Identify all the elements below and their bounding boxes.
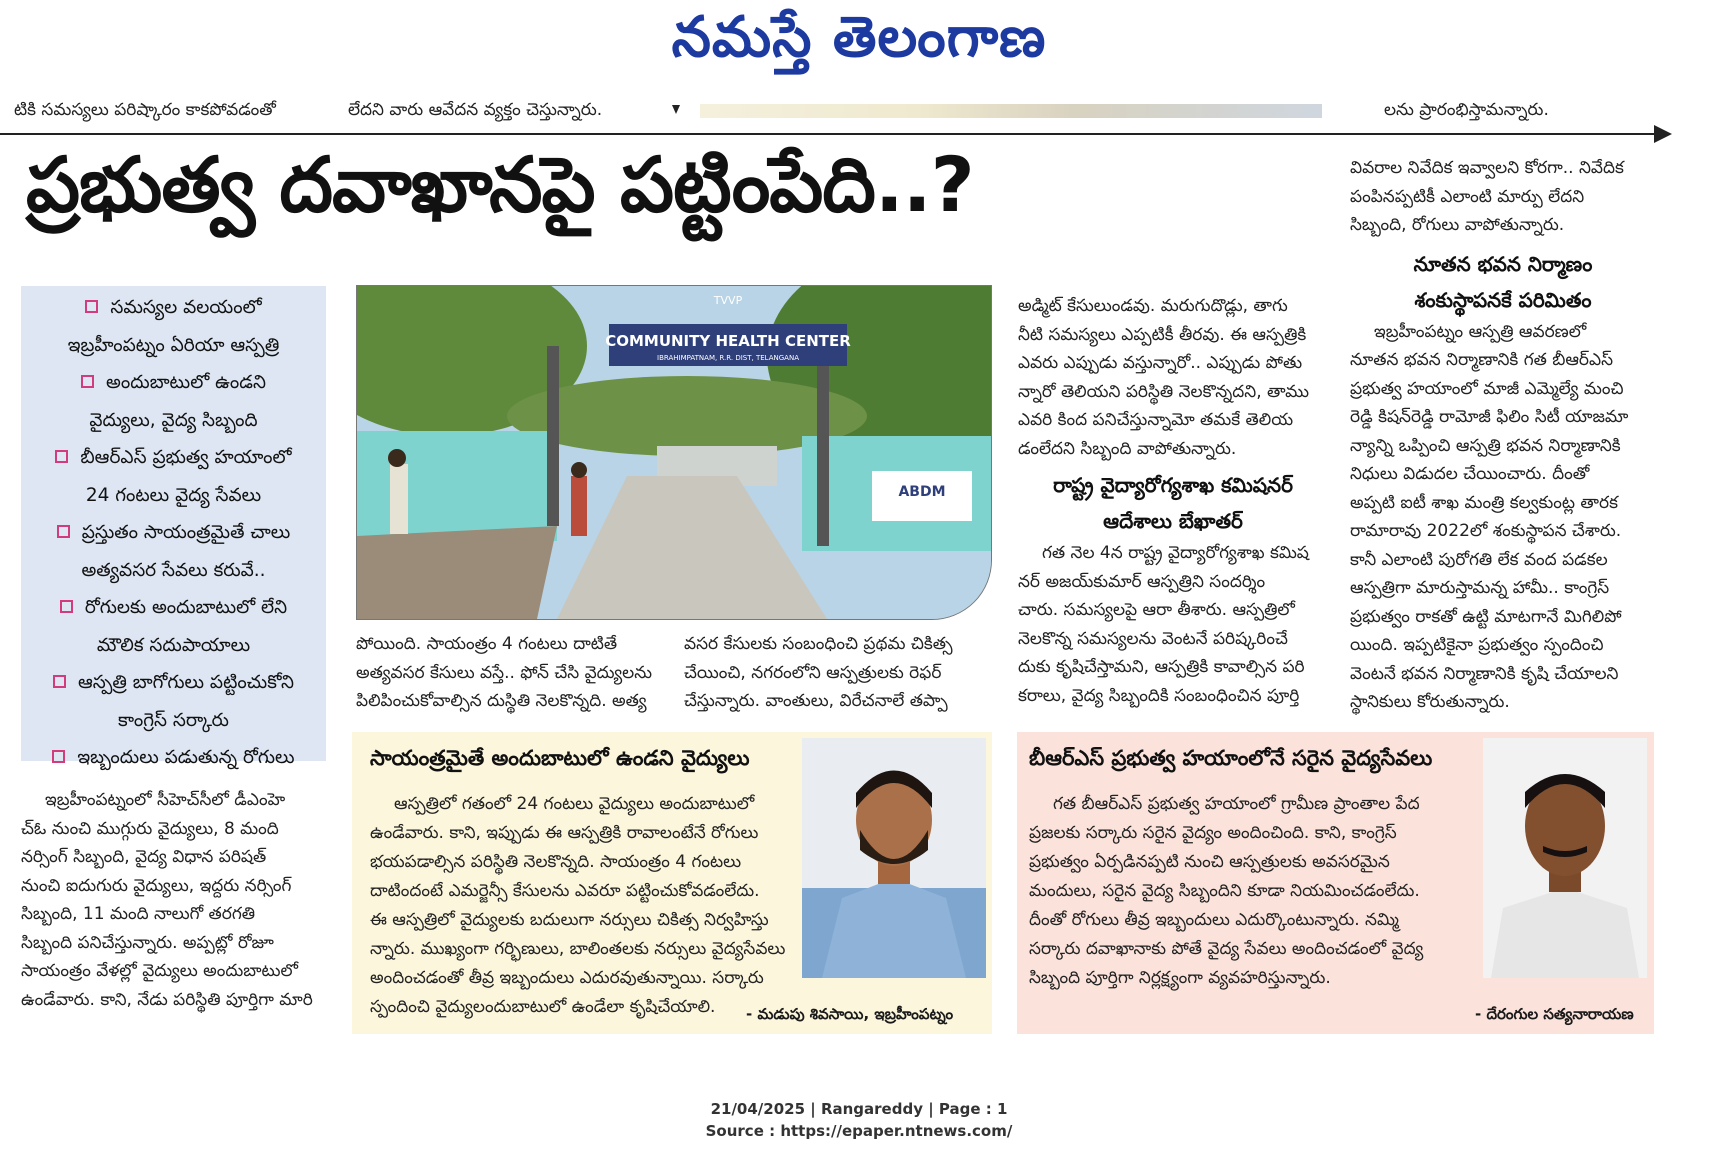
bullet-icon xyxy=(52,750,65,763)
column-1-text: ఇబ్రహీంపట్నంలో సీహెచ్‌సీలో డీఎంహె చ్‌ఓ నుంచి ముగ్గురు వైద్యులు, 8 మంది నర్సింగ్ సిబ్బంది, వైద్య విధాన పరిషత్ నుంచి ఐదుగురు వైద్యులు, ఇద్దరు నర్సింగ్ సిబ్బంది, 11 మంది నాలుగో తరగతి సిబ్బంది పనిచేస్తున్నారు. అప్పట్లో రోజూ సాయంత్రం వేళల్లో వైద్యులు అందుబాటులో ఉండేవారు. కాని, నేడు పరిస్థితి పూర్తిగా మారి xyxy=(21,790,313,1010)
header-rule xyxy=(0,133,1656,135)
highlight-item: ఇబ్బందులు పడుతున్న రోగులు xyxy=(21,739,326,777)
column-3-text: వసర కేసులకు సంబంధించి ప్రథమ చికిత్స చేయించి, నగరంలోని ఆస్పత్రులకు రెఫర్ చేస్తున్నారు. వాంతులు, విరేచనాలే తప్పా xyxy=(684,634,953,711)
masthead-title: నమస్తే తెలంగాణ xyxy=(671,4,1047,70)
top-photo-strip xyxy=(700,104,1322,118)
strip-marker xyxy=(672,105,680,114)
highlight-item: సమస్యల వలయంలో ఇబ్రహీంపట్నం ఏరియా ఆస్పత్రి xyxy=(67,297,280,356)
article-headline: ప్రభుత్వ దవాఖానపై పట్టింపేది..? xyxy=(26,140,974,229)
quote-1-heading: సాయంత్రమైతే అందుబాటులో ఉండని వైద్యులు xyxy=(370,746,750,770)
highlight-item: బీఆర్‌ఎస్ ప్రభుత్వ హయాంలో 24 గంటలు వైద్య సేవలు xyxy=(21,439,326,514)
bullet-icon xyxy=(57,525,70,538)
sign-title: COMMUNITY HEALTH CENTER xyxy=(605,332,851,350)
bullet-icon xyxy=(81,375,94,388)
quote-2-text: గత బీఆర్‌ఎస్ ప్రభుత్వ హయాంలో గ్రామీణ ప్రాంతాల పేద ప్రజలకు సర్కారు సరైన వైద్యం అందించింది. కాని, కాంగ్రెస్ ప్రభుత్వం ఏర్పడినప్పటి నుంచి ఆస్పత్రులకు అవసరమైన మందులు, సరైన వైద్య సిబ్బందిని కూడా నియమించడంలేదు. దీంతో రోగులు తీవ్ర ఇబ్బందులు ఎదుర్కొంటున్నారు. నమ్మి సర్కారు దవాఖానాకు పోతే వైద్య సేవలు అందించడంలో వైద్య సిబ్బంది పూర్తిగా నిర్లక్ష్యంగా వ్యవహరిస్తున్నారు. xyxy=(1029,794,1424,988)
arrow-icon xyxy=(1654,125,1672,143)
person-portrait-1 xyxy=(802,738,986,978)
bullet-icon xyxy=(85,300,98,313)
footer-date-line: 21/04/2025 | Rangareddy | Page : 1 xyxy=(710,1100,1008,1118)
quote-2-attribution: - దేరంగుల సత్యనారాయణ xyxy=(1475,1005,1634,1023)
highlight-item: రోగులకు అందుబాటులో లేని మౌలిక సదుపాయాలు xyxy=(21,589,326,664)
hospital-illustration xyxy=(357,286,991,619)
top-snippet-1: టికి సమస్యలు పరిష్కారం కాకపోవడంతో xyxy=(14,100,276,120)
footer-source-line: Source : https://epaper.ntnews.com/ xyxy=(705,1122,1013,1140)
column-5-subhead: నూతన భవన నిర్మాణం శంకుస్థాపనకే పరిమితం xyxy=(1413,251,1593,312)
bullet-icon xyxy=(55,450,68,463)
sign-sub: IBRAHIMPATNAM, R.R. DIST, TELANGANA xyxy=(657,354,799,362)
column-4-subhead: రాష్ట్ర వైద్యారోగ్యశాఖ కమిషనర్ ఆదేశాలు బేఖాతర్ xyxy=(1053,473,1293,533)
quote-1-photo xyxy=(802,738,986,978)
highlights-box xyxy=(21,286,326,768)
quote-1-text: ఆస్పత్రిలో గతంలో 24 గంటలు వైద్యులు అందుబాటులో ఉండేవారు. కాని, ఇప్పుడు ఈ ఆస్పత్రికి రావాలంటేనే రోగులు భయపడాల్సిన పరిస్థితి నెలకొన్నది. సాయంత్రం 4 గంటలు దాటిందంటే ఎమర్జెన్సీ కేసులను ఎవరూ పట్టించుకోవడంలేదు. ఈ ఆస్పత్రిలో వైద్యులకు బదులుగా నర్సులు చికిత్స నిర్వహిస్తు న్నారు. ముఖ్యంగా గర్భిణులు, బాలింతలకు నర్సులు వైద్యసేవలు అందించడంతో తీవ్ర ఇబ్బందులు ఎదురవుతున్నాయి. సర్కారు స్పందించి వైద్యులందుబాటులో ఉండేలా కృషిచేయాలి. xyxy=(370,794,786,1017)
bullet-icon xyxy=(60,600,73,613)
highlight-item: ఆస్పత్రి బాగోగులు పట్టించుకోని కాంగ్రెస్ సర్కారు xyxy=(21,664,326,739)
top-snippet-2: లేదని వారు ఆవేదన వ్యక్తం చెస్తున్నారు. xyxy=(348,100,603,120)
bullet-icon xyxy=(53,675,66,688)
highlight-item: అందుబాటులో ఉండని వైద్యులు, వైద్య సిబ్బంది xyxy=(21,364,326,439)
quote-2-heading: బీఆర్‌ఎస్ ప్రభుత్వ హయాంలోనే సరైన వైద్యసేవలు xyxy=(1029,746,1433,770)
person-portrait-2 xyxy=(1483,738,1647,978)
quote-box-2 xyxy=(1017,732,1654,1034)
quote-1-attribution: - మడుపు శివసాయి, ఇబ్రహీంపట్నం xyxy=(746,1005,954,1023)
sign-top: TVVP xyxy=(713,294,743,307)
abdm-board: ABDM xyxy=(898,484,946,500)
hospital-photo xyxy=(356,285,992,620)
highlight-item: ప్రస్తుతం సాయంత్రమైతే చాలు అత్యవసర సేవలు కరువే.. xyxy=(21,514,326,589)
top-snippet-3: లను ప్రారంభిస్తామన్నారు. xyxy=(1384,100,1549,120)
column-4-text: అడ్మిట్ కేసులుండవు. మరుగుదొడ్లు, తాగు నీటి సమస్యలు ఎప్పటికీ తీరవు. ఈ ఆస్పత్రికి ఎవరు ఎప్పుడు వస్తున్నారో.. ఎప్పుడు పోతు న్నారో తెలియని పరిస్థితి నెలకొన్నదని, తాము ఎవరి కింద పనిచేస్తున్నామో తమకే తెలియ డంలేదని సిబ్బంది వాపోతున్నారు. రాష్ట్ర వైద్యారోగ్యశాఖ కమిషనర్ ఆదేశాలు బేఖాతర్ గత నెల 4న రాష్ట్ర వైద్యారోగ్యశాఖ కమిష నర్ అజయ్‌కుమార్ ఆస్పత్రిని సందర్శిం చారు. సమస్యలపై ఆరా తీశారు. ఆస్పత్రిలో నెలకొన్న సమస్యలను వెంటనే పరిష్కరించే దుకు కృషిచేస్తామని, ఆస్పత్రికి కావాల్సిన పరి కరాలు, వైద్య సిబ్బందికి సంబంధించిన పూర్తి xyxy=(1018,292,1328,710)
column-2-text: పోయింది. సాయంత్రం 4 గంటలు దాటితే అత్యవసర కేసులు వస్తే.. ఫోన్ చేసి వైద్యులను పిలిపించుకోవాల్సిన దుస్థితి నెలకొన్నది. అత్య xyxy=(356,634,653,711)
quote-2-photo xyxy=(1483,738,1647,978)
column-5-text: వివరాల నివేదిక ఇవ్వాలని కోరగా.. నివేదిక పంపినప్పటికీ ఎలాంటి మార్పు లేదని సిబ్బంది, రోగులు వాపోతున్నారు. నూతన భవన నిర్మాణం శంకుస్థాపనకే పరిమితం ఇబ్రహీంపట్నం ఆస్పత్రి ఆవరణలో నూతన భవన నిర్మాణానికి గత బీఆర్‌ఎస్ ప్రభుత్వ హయాంలో మాజీ ఎమ్మెల్యే మంచి రెడ్డి కిషన్‌రెడ్డి రామోజీ ఫిలిం సిటీ యాజమా న్యాన్ని ఒప్పించి ఆస్పత్రి భవన నిర్మాణానికి నిధులు విడుదల చేయించారు. దీంతో అప్పటి ఐటీ శాఖ మంత్రి కల్వకుంట్ల తారక రామారావు 2022లో శంకుస్థాపన చేశారు. కానీ ఎలాంటి పురోగతి లేక వంద పడకల ఆస్పత్రిగా మారుస్తామన్న హామీ.. కాంగ్రెస్ ప్రభుత్వం రాకతో ఉట్టి మాటగానే మిగిలిపో యింది. ఇప్పటికైనా ప్రభుత్వం స్పందించి వెంటనే భవన నిర్మాణానికి కృషి చేయాలని స్థానికులు కోరుతున్నారు. xyxy=(1350,154,1656,717)
quote-box-1 xyxy=(352,732,992,1034)
